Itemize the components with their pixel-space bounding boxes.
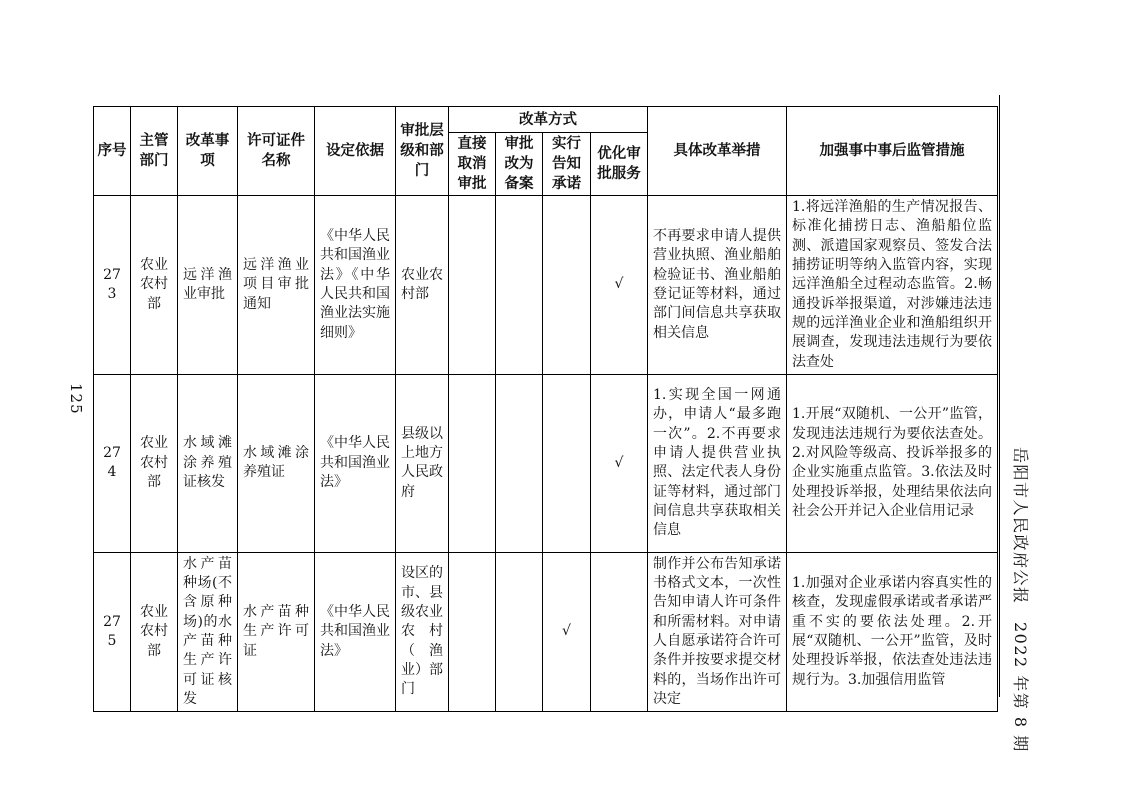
cell-mark-notify-commit: √ — [543, 552, 591, 712]
cell-mark-optimize: √ — [591, 196, 648, 375]
cell-mark-to-filing — [496, 196, 543, 375]
cell-serial: 273 — [94, 196, 131, 375]
cell-department: 农业农村部 — [131, 196, 178, 375]
cell-reform-item: 远洋渔业审批 — [178, 196, 238, 375]
cell-mark-direct-cancel — [449, 552, 496, 712]
cell-supervision: 1.加强对企业承诺内容真实性的核查，发现虚假承诺或者承诺严重不实的要依法处理。2.开展“双随机、一公开”监管，及时处理投诉举报，依法查处违法违规行为。3.加强信用监管 — [787, 552, 998, 712]
cell-supervision: 1.开展“双随机、一公开”监管，发现违法违规行为要依法查处。2.对风险等级高、投诉举报多的企业实施重点监管。3.依法及时处理投诉举报，处理结果依法向社会公开并记入企业信用记录 — [787, 374, 998, 552]
cell-approval-level: 农业农村部 — [396, 196, 449, 375]
col-header-reform-mode-group: 改革方式 — [449, 107, 648, 133]
cell-measures: 1.实现全国一网通办，申请人“最多跑一次”。2.不再要求申请人提供营业执照、法定代表人身份证等材料，通过部门间信息共享获取相关信息 — [648, 374, 787, 552]
cell-legal-basis: 《中华人民共和国渔业法》 — [315, 374, 396, 552]
table-row-273 — [94, 196, 998, 375]
cell-department: 农业农村部 — [131, 374, 178, 552]
cell-approval-level: 设区的市、县级农业农村（渔业）部门 — [396, 552, 449, 712]
col-header-license-name: 许可证件名称 — [238, 107, 315, 196]
col-header-department: 主管部门 — [131, 107, 178, 196]
cell-serial: 274 — [94, 374, 131, 552]
col-header-measures: 具体改革举措 — [648, 107, 787, 196]
cell-license-name: 远洋渔业项目审批通知 — [238, 196, 315, 375]
col-header-reform-item: 改革事项 — [178, 107, 238, 196]
cell-department: 农业农村部 — [131, 552, 178, 712]
cell-legal-basis: 《中华人民共和国渔业法》《中华人民共和国渔业法实施细则》 — [315, 196, 396, 375]
col-header-serial: 序号 — [94, 107, 131, 196]
cell-measures: 不再要求申请人提供营业执照、渔业船舶检验证书、渔业船舶登记证等材料，通过部门间信息共享获取相关信息 — [648, 196, 787, 375]
table-row-275 — [94, 552, 998, 712]
gazette-title-sidebar: 岳阳市人民政府公报 2022 年第 8 期 — [1011, 447, 1030, 753]
cell-mark-notify-commit — [543, 374, 591, 552]
col-header-legal-basis: 设定依据 — [315, 107, 396, 196]
cell-license-name: 水产苗种生产许可证 — [238, 552, 315, 712]
cell-reform-item: 水域滩涂养殖证核发 — [178, 374, 238, 552]
cell-mark-direct-cancel — [449, 374, 496, 552]
cell-mark-to-filing — [496, 552, 543, 712]
col-header-to-filing: 审批改为备案 — [496, 133, 543, 196]
cell-measures: 制作并公布告知承诺书格式文本，一次性告知申请人许可条件和所需材料。对申请人自愿承诺符合许可条件并按要求提交材料的，当场作出许可决定 — [648, 552, 787, 712]
cell-legal-basis: 《中华人民共和国渔业法》 — [315, 552, 396, 712]
cell-license-name: 水域滩涂养殖证 — [238, 374, 315, 552]
cell-supervision: 1.将远洋渔船的生产情况报告、标准化捕捞日志、渔船船位监测、派遣国家观察员、签发合法捕捞证明等纳入监管内容，实现远洋渔船全过程动态监管。2.畅通投诉举报渠道，对涉嫌违法违规的远洋渔业企业和渔船组织开展调查，发现违法违规行为要依法查处 — [787, 196, 998, 375]
margin-rule — [999, 95, 1000, 697]
cell-mark-to-filing — [496, 374, 543, 552]
page-number: 125 — [67, 383, 85, 415]
cell-reform-item: 水产苗种场(不含原种场)的水产苗种生产许可证核发 — [178, 552, 238, 712]
cell-approval-level: 县级以上地方人民政府 — [396, 374, 449, 552]
col-header-optimize: 优化审批服务 — [591, 133, 648, 196]
col-header-direct-cancel: 直接取消审批 — [449, 133, 496, 196]
col-header-approval-level: 审批层级和部门 — [396, 107, 449, 196]
cell-mark-direct-cancel — [449, 196, 496, 375]
cell-mark-notify-commit — [543, 196, 591, 375]
reform-items-table — [93, 106, 998, 712]
col-header-notify-commit: 实行告知承诺 — [543, 133, 591, 196]
cell-serial: 275 — [94, 552, 131, 712]
col-header-supervision: 加强事中事后监管措施 — [787, 107, 998, 196]
cell-mark-optimize — [591, 552, 648, 712]
header-row-group — [94, 107, 998, 133]
cell-mark-optimize: √ — [591, 374, 648, 552]
table-row-274 — [94, 374, 998, 552]
